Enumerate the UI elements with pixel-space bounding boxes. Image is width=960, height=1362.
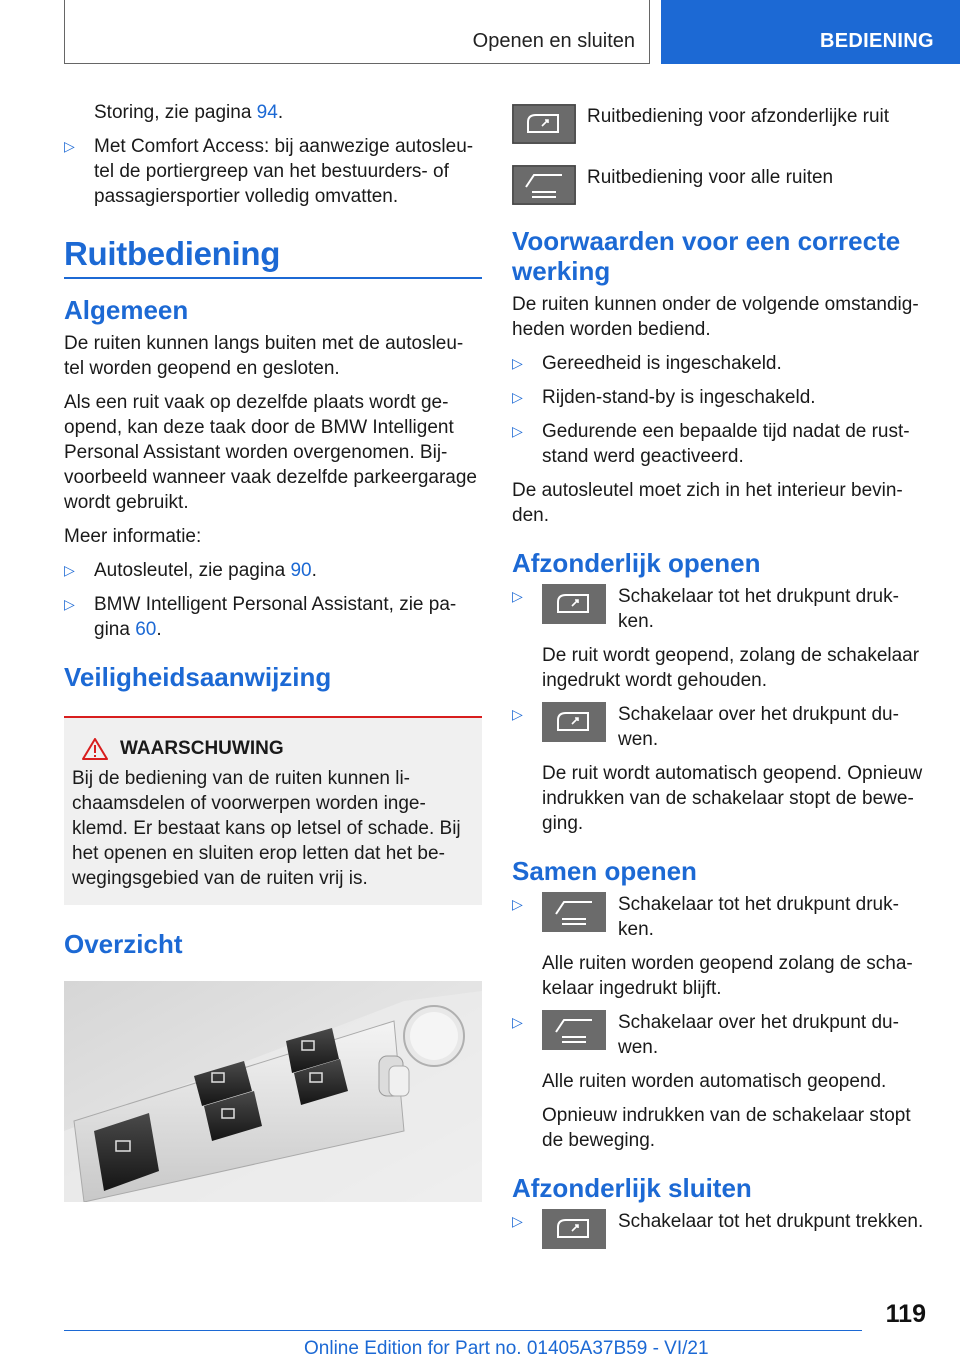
all-windows-switch-icon — [512, 165, 576, 205]
more-info-label: Meer informatie: — [64, 526, 202, 547]
single-window-switch-icon — [542, 1209, 606, 1249]
conditions-list — [512, 351, 932, 469]
list-item: ▷ Autosleutel, zie pagina 90. — [64, 560, 317, 581]
bullet-triangle-icon: ▷ — [512, 1213, 523, 1229]
chapter-title: BEDIENING — [820, 30, 934, 52]
list-item: ▷ Schakelaar tot het drukpunt trekken. — [512, 1209, 932, 1249]
bullet-triangle-icon: ▷ — [512, 389, 523, 405]
bullet-triangle-icon: ▷ — [512, 706, 523, 722]
list-item: ▷ Schakelaar over het drukpunt du-wen. — [512, 1012, 899, 1058]
bullet-triangle-icon: ▷ — [512, 423, 523, 439]
bullet-triangle-icon: ▷ — [512, 355, 523, 371]
algemeen-paragraph-2: Als een ruit vaak op dezelfde plaats wordt ge-opend, kan deze taak door de BMW Intelligent Personal Assistant worden overgenomen. Bij-voorbeeld wanneer vaak dezelfde parkeergarage wordt gebruikt. — [64, 392, 477, 513]
warning-title: WAARSCHUWING — [120, 738, 284, 759]
bullet-triangle-icon: ▷ — [512, 588, 523, 604]
list-item: ▷ Met Comfort Access: bij aanwezige autosleu-tel de portiergreep van het bestuurders- of passagiersportier volledig omvatten. — [64, 136, 474, 207]
warning-text: Bij de bediening van de ruiten kunnen li-chaamsdelen of voorwerpen worden inge-klemd. Er bestaat kans op letsel of schade. Bij het openen en sluiten erop letten dat het be-wegingsgebied van de ruiten vrij is. — [72, 768, 461, 889]
page-link[interactable]: 60 — [135, 619, 157, 640]
voorwaarden-paragraph: De ruiten kunnen onder de volgende omstandig-heden worden bediend. — [512, 294, 919, 340]
list-item: ▷ Rijden-stand-by is ingeschakeld. — [512, 387, 816, 408]
afzonderlijk-openen-heading: Afzonderlijk openen — [512, 548, 761, 578]
afzonderlijk-sluiten-list — [512, 1209, 932, 1249]
voorwaarden-paragraph-2: De autosleutel moet zich in het interieur bevin-den. — [512, 480, 903, 526]
page-number: 119 — [885, 1300, 926, 1328]
section-title: Openen en sluiten — [472, 30, 635, 52]
main-heading: Ruitbediening — [64, 235, 482, 279]
veiligheid-heading: Veiligheidsaanwijzing — [64, 662, 332, 692]
list-item: ▷ Gereedheid is ingeschakeld. — [512, 353, 782, 374]
afzonderlijk-openen-list-2 — [512, 702, 932, 752]
left-column — [64, 100, 482, 1207]
header-chapter-box — [661, 0, 960, 64]
list-item: ▷ Gedurende een bepaalde tijd nadat de rust-stand werd geactiveerd. — [512, 421, 910, 467]
afzonderlijk-openen-desc-2: De ruit wordt automatisch geopend. Opnieuw indrukken van de schakelaar stopt de bewe-ging. — [542, 763, 923, 834]
intro-text: Storing, zie pagina 94. — [94, 102, 284, 123]
legend-row-single — [512, 104, 932, 144]
bullet-triangle-icon: ▷ — [64, 562, 75, 578]
list-item: ▷ Schakelaar tot het drukpunt druk-ken. — [512, 586, 899, 632]
footer-divider — [64, 1330, 862, 1331]
right-column — [512, 104, 932, 1258]
window-switch-photo — [64, 981, 482, 1202]
samen-openen-list — [512, 892, 932, 942]
footer-edition: Online Edition for Part no. 01405A37B59 - VI/21 — [304, 1338, 709, 1359]
list-item: ▷ Schakelaar over het drukpunt du-wen. — [512, 704, 899, 750]
all-windows-switch-icon — [542, 892, 606, 932]
samen-openen-desc-3: Opnieuw indrukken van de schakelaar stopt de beweging. — [542, 1105, 911, 1151]
samen-openen-heading: Samen openen — [512, 856, 697, 886]
bullet-triangle-icon: ▷ — [64, 596, 75, 612]
warning-header — [82, 738, 474, 760]
bullet-triangle-icon: ▷ — [512, 896, 523, 912]
page-link[interactable]: 94 — [256, 102, 278, 123]
overzicht-heading: Overzicht — [64, 929, 183, 959]
single-window-switch-icon — [542, 584, 606, 624]
algemeen-paragraph-1: De ruiten kunnen langs buiten met de autosleu-tel worden geopend en gesloten. — [64, 333, 464, 379]
warning-box — [64, 716, 482, 905]
samen-openen-desc-2: Alle ruiten worden automatisch geopend. — [542, 1071, 887, 1092]
legend-row-all — [512, 165, 932, 205]
legend-label-all: Ruitbediening voor alle ruiten — [587, 167, 834, 188]
all-windows-switch-icon — [542, 1010, 606, 1050]
legend-label-single: Ruitbediening voor afzonderlijke ruit — [587, 106, 890, 127]
warning-triangle-icon — [82, 738, 108, 760]
bullet-triangle-icon: ▷ — [64, 138, 75, 154]
samen-openen-list-2 — [512, 1010, 932, 1060]
afzonderlijk-openen-list — [512, 584, 932, 634]
samen-openen-desc-1: Alle ruiten worden geopend zolang de scha-kelaar ingedrukt blijft. — [542, 953, 913, 999]
more-info-list — [64, 558, 482, 642]
page-header — [0, 0, 960, 64]
algemeen-heading: Algemeen — [64, 295, 189, 325]
afzonderlijk-sluiten-heading: Afzonderlijk sluiten — [512, 1173, 752, 1203]
page-link[interactable]: 90 — [290, 560, 312, 581]
bullet-triangle-icon: ▷ — [512, 1014, 523, 1030]
afzonderlijk-openen-desc-1: De ruit wordt geopend, zolang de schakelaar ingedrukt wordt gehouden. — [542, 645, 920, 691]
single-window-switch-icon — [512, 104, 576, 144]
list-item: ▷ Schakelaar tot het drukpunt druk-ken. — [512, 894, 899, 940]
intro-list — [64, 134, 482, 209]
header-section-box — [64, 0, 650, 64]
list-item: ▷ BMW Intelligent Personal Assistant, zie pa-gina 60. — [64, 594, 457, 640]
single-window-switch-icon — [542, 702, 606, 742]
voorwaarden-heading: Voorwaarden voor een correcte werking — [512, 226, 901, 286]
